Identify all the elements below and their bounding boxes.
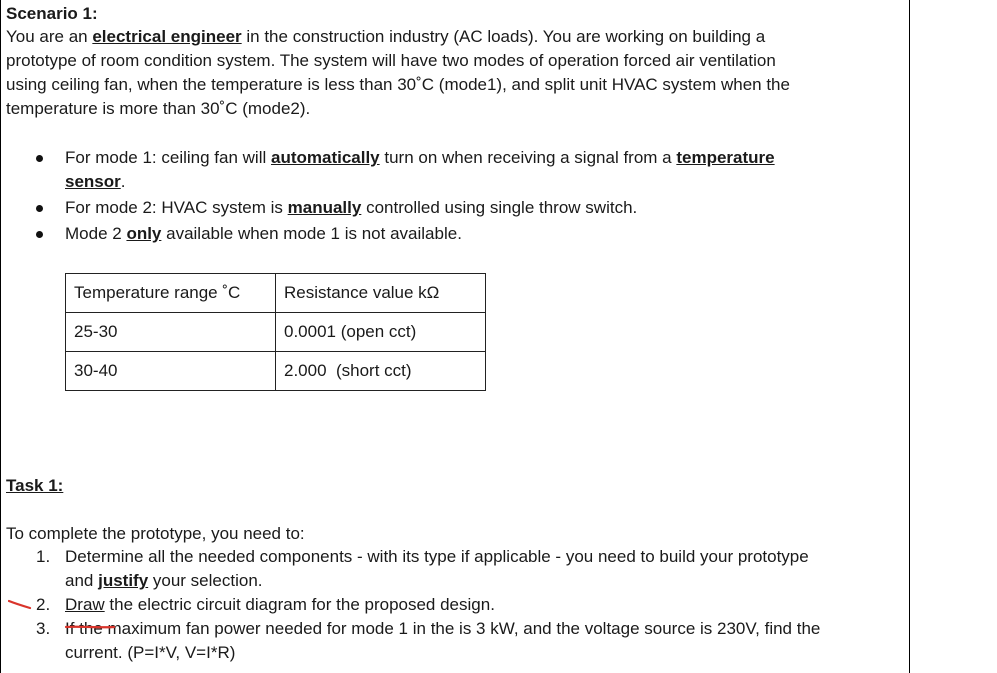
text-run: For mode 1: ceiling fan will <box>65 148 271 167</box>
text-run: . <box>120 172 126 191</box>
task-line: current. (P=I*V, V=I*R) <box>65 643 236 662</box>
text-run: available when mode 1 is not available. <box>161 224 462 243</box>
table-cell: 30-40 <box>66 352 276 391</box>
text-run: turn on when receiving a signal from a <box>379 148 677 167</box>
emphasis: automatically <box>270 148 380 167</box>
table-header-cell: Resistance value kΩ <box>276 274 486 313</box>
task-number: 3. <box>36 619 51 638</box>
task-list <box>36 545 896 665</box>
task-item <box>36 593 896 617</box>
task-number: 2. <box>36 595 51 614</box>
text-run: You are an <box>6 27 93 46</box>
role-emphasis: electrical engineer <box>92 27 242 46</box>
bullet-item-mode2-only <box>36 222 886 246</box>
scenario-line-2: prototype of room condition system. The system will have two modes of operation forced air ventilation <box>6 51 776 70</box>
task-line: Determine all the needed components - with its type if applicable - you need to build your prototype <box>65 547 809 566</box>
task-item <box>36 617 896 665</box>
text-run: Mode 2 <box>65 224 127 243</box>
table-row <box>66 313 486 352</box>
text-run: the electric circuit diagram for the proposed design. <box>104 595 495 614</box>
text-run: For mode 2: HVAC system is <box>65 198 288 217</box>
scenario-paragraph <box>6 25 899 121</box>
emphasis: temperature <box>676 148 775 167</box>
page-left-border <box>0 0 1 673</box>
text-run: controlled using single throw switch. <box>361 198 638 217</box>
scenario-line-1 <box>6 25 899 49</box>
table-header-row <box>66 274 486 313</box>
text-run: and <box>65 571 99 590</box>
bullet-dot-icon <box>36 155 43 162</box>
table-cell: 2.000 (short cct) <box>276 352 486 391</box>
scenario-title: Scenario 1: <box>6 4 98 23</box>
task-line <box>65 569 896 593</box>
table-row <box>66 352 486 391</box>
task-title: Task 1: <box>6 476 64 495</box>
task-line: If the maximum fan power needed for mode 1 in the is 3 kW, and the voltage source is 230V, find the <box>65 619 821 638</box>
task-number: 1. <box>36 547 51 566</box>
emphasis: only <box>126 224 162 243</box>
scenario-line-4: temperature is more than 30˚C (mode2). <box>6 99 311 118</box>
annotation-tick-icon <box>8 598 32 610</box>
bullet-line <box>65 170 886 194</box>
bullet-dot-icon <box>36 231 43 238</box>
task-intro: To complete the prototype, you need to: <box>6 524 305 543</box>
bullet-dot-icon <box>36 205 43 212</box>
table-cell: 0.0001 (open cct) <box>276 313 486 352</box>
mode-bullet-list <box>36 146 886 248</box>
emphasis: Draw <box>65 595 105 614</box>
table-cell: 25-30 <box>66 313 276 352</box>
temperature-resistance-table <box>65 273 486 391</box>
text-run: your selection. <box>148 571 263 590</box>
annotation-underline-icon <box>65 624 115 630</box>
emphasis: manually <box>287 198 362 217</box>
text-run: in the construction industry (AC loads). You are working on building a <box>241 27 766 46</box>
bullet-item-mode1 <box>36 146 886 194</box>
emphasis: sensor <box>65 172 121 191</box>
emphasis: justify <box>98 571 149 590</box>
page-right-border <box>909 0 910 673</box>
scenario-line-3: using ceiling fan, when the temperature is less than 30˚C (mode1), and split unit HVAC system when the <box>6 75 790 94</box>
bullet-item-mode2 <box>36 196 886 220</box>
bullet-line <box>65 146 886 170</box>
task-item <box>36 545 896 593</box>
table-header-cell: Temperature range ˚C <box>66 274 276 313</box>
